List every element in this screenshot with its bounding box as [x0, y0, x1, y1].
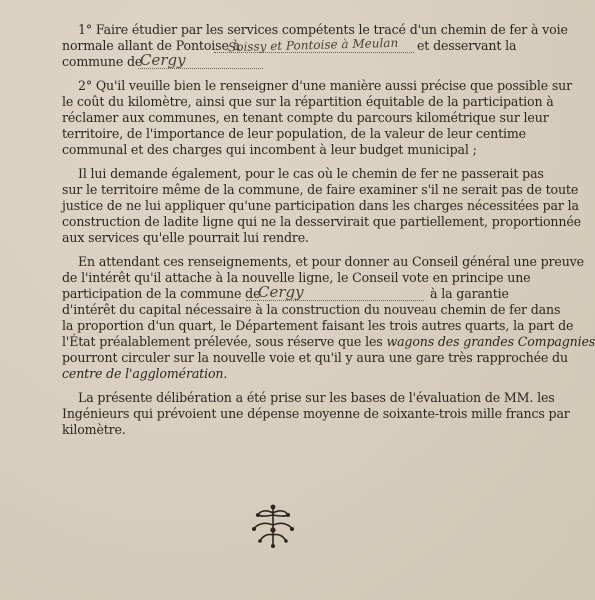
p4-handwritten-commune: Cergy — [258, 283, 304, 301]
p4-line-4: d'intérêt du capital nécessaire à la construction du nouveau chemin de fer dans — [62, 302, 561, 317]
p4-line-8-period: . — [223, 366, 228, 381]
p2-line-1: 2° Qu'il veuille bien le renseigner d'une manière aussi précise que possible sur — [78, 78, 573, 93]
p4-line-6-italic: wagons des grandes Compagnies — [386, 334, 595, 349]
p5-line-1: La présente délibération a été prise sur les bases de l'évaluation de MM. les — [78, 390, 555, 405]
p4-line-2: de l'intérêt qu'il attache à la nouvelle ligne, le Conseil vote en principe une — [62, 270, 531, 285]
p1-line-2-post: et desservant la — [417, 38, 517, 53]
p1-line-1: 1° Faire étudier par les services compétents le tracé d'un chemin de fer à voie — [78, 22, 568, 37]
p1-handwritten-commune: Cergy — [140, 51, 186, 69]
p4-line-6 — [62, 334, 595, 350]
p4-line-8 — [62, 366, 227, 382]
p2-line-5: communal et des charges qui incombent à leur budget municipal ; — [62, 142, 477, 157]
p3-line-5: aux services qu'elle pourrait lui rendre. — [62, 230, 309, 245]
p3-line-2: sur le territoire même de la commune, de faire examiner s'il ne serait pas de toute — [62, 182, 579, 197]
p1-handwritten-route: Soissy et Pontoise à Meulan — [227, 35, 399, 55]
p4-line-3-post: à la garantie — [430, 286, 509, 301]
p1-line-2-pre: normale allant de Pontoise à — [62, 38, 240, 53]
p4-line-5: la proportion d'un quart, le Département faisant les trois autres quarts, la part de — [62, 318, 574, 333]
p2-line-3: réclamer aux communes, en tenant compte du parcours kilométrique sur leur — [62, 110, 549, 125]
fleuron-ornament-icon — [248, 503, 298, 549]
p4-line-8-italic: centre de l'agglomération — [62, 366, 224, 381]
p4-line-3-pre: participation de la commune de — [62, 286, 261, 301]
p3-line-1: Il lui demande également, pour le cas où le chemin de fer ne passerait pas — [78, 166, 544, 181]
p3-line-4: construction de ladite ligne qui ne la desservirait que partiellement, proportionnée — [62, 214, 581, 229]
p2-line-2: le coût du kilomètre, ainsi que sur la répartition équitable de la participation à — [62, 94, 554, 109]
p5-line-2: Ingénieurs qui prévoient une dépense moyenne de soixante-trois mille francs par — [62, 406, 570, 421]
p4-line-6-text: l'État préalablement prélevée, sous réserve que les — [62, 334, 383, 349]
p4-line-1: En attendant ces renseignements, et pour donner au Conseil général une preuve — [78, 254, 584, 269]
p4-line-7: pourront circuler sur la nouvelle voie et qu'il y aura une gare très rapprochée du — [62, 350, 568, 365]
p3-line-3: justice de ne lui appliquer qu'une participation dans les charges nécessitées par la — [62, 198, 579, 213]
p1-line-3-pre: commune de — [62, 54, 143, 69]
p2-line-4: territoire, de l'importance de leur population, de la valeur de leur centime — [62, 126, 526, 141]
p5-line-3: kilomètre. — [62, 422, 126, 437]
